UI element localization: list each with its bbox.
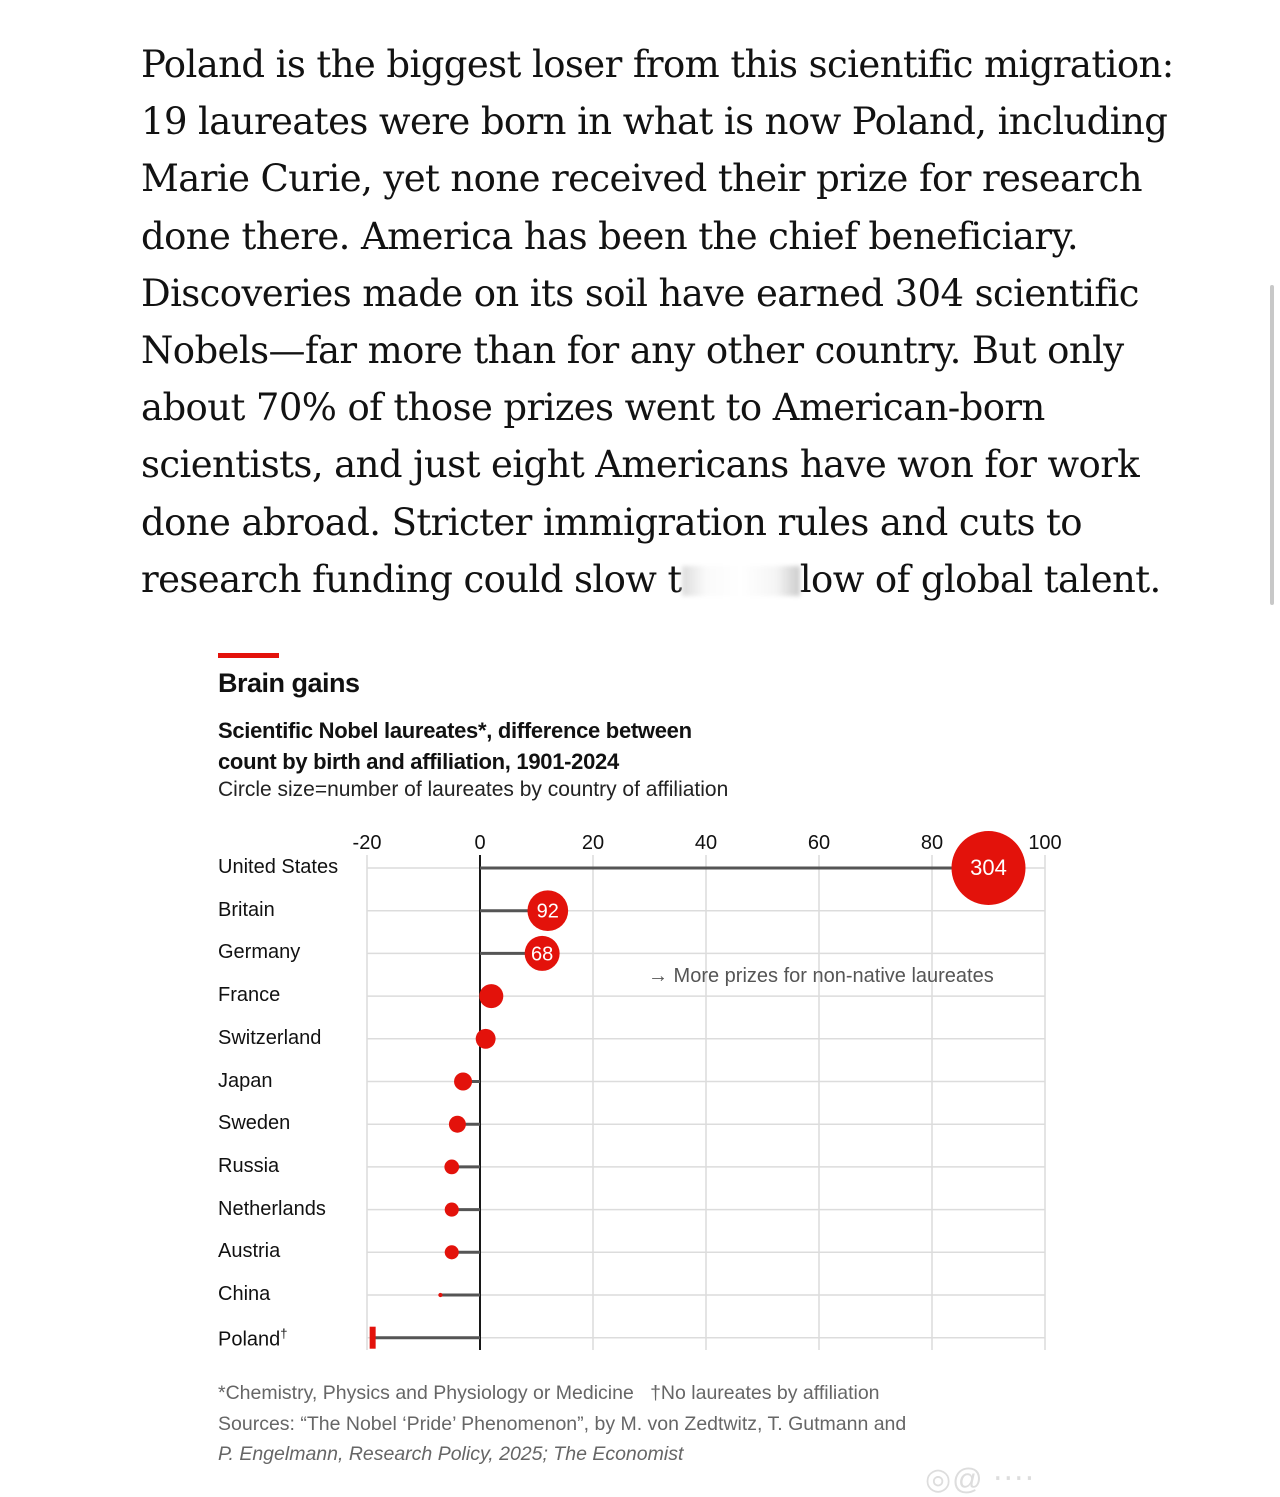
chart-title: Brain gains bbox=[218, 668, 360, 698]
x-tick-label: 20 bbox=[581, 832, 605, 854]
country-label: France bbox=[218, 984, 281, 1007]
x-tick-label: 0 bbox=[474, 832, 486, 854]
data-label: 68 bbox=[531, 943, 554, 966]
x-tick-label: -20 bbox=[352, 832, 382, 854]
country-label: Austria bbox=[218, 1240, 281, 1263]
chart-annotation: → More prizes for non-native laureates bbox=[648, 965, 994, 987]
x-tick-label: 100 bbox=[1028, 832, 1062, 854]
country-label: Netherlands bbox=[218, 1197, 326, 1220]
data-point bbox=[370, 1327, 376, 1349]
article-line: done abroad. Stricter immigration rules and cuts to bbox=[141, 500, 1082, 544]
x-tick-label: 40 bbox=[694, 832, 718, 854]
data-point bbox=[438, 1293, 442, 1297]
article-text: low of global talent. bbox=[799, 557, 1161, 601]
data-point bbox=[444, 1160, 459, 1175]
data-point bbox=[454, 1072, 472, 1090]
article-line: Poland is the biggest loser from this scientific migration: bbox=[141, 43, 1174, 86]
article-line: done there. America has been the chief beneficiary. bbox=[141, 214, 1079, 258]
country-label: Sweden bbox=[218, 1112, 291, 1135]
subtitle-line: Scientific Nobel laureates*, difference between bbox=[218, 718, 692, 743]
country-label: Poland† bbox=[218, 1325, 288, 1351]
article-text: research funding could slow t bbox=[141, 557, 682, 601]
data-point bbox=[445, 1203, 459, 1217]
country-label: United States bbox=[218, 856, 339, 878]
data-point bbox=[445, 1245, 459, 1259]
footnote: *Chemistry, Physics and Physiology or Medicine bbox=[218, 1382, 634, 1404]
article-line: Nobels—far more than for any other country. But only bbox=[141, 329, 1124, 373]
country-label: Germany bbox=[218, 941, 301, 964]
data-label: 304 bbox=[970, 855, 1007, 880]
country-label: China bbox=[218, 1283, 271, 1305]
article-line: Discoveries made on its soil have earned 304 scientific bbox=[141, 271, 1139, 315]
subtitle-line: count by birth and affiliation, 1901-2024 bbox=[218, 748, 619, 774]
source: Sources: “The Nobel ‘Pride’ Phenomenon”, by M. von Zedtwitz, T. Gutmann and bbox=[218, 1412, 907, 1435]
country-label: Britain bbox=[218, 898, 275, 921]
article-line: scientists, and just eight Americans have won for work bbox=[141, 443, 1140, 487]
country-label: Russia bbox=[218, 1154, 280, 1177]
article-line: Marie Curie, yet none received their prize for research bbox=[141, 157, 1142, 201]
source: P. Engelmann, Research Policy, 2025; The Economist bbox=[218, 1443, 684, 1465]
country-label: Switzerland bbox=[218, 1026, 322, 1049]
watermark: ◎@ ‧‧‧‧ bbox=[925, 1463, 1036, 1496]
footnote: †No laureates by affiliation bbox=[650, 1382, 880, 1404]
country-label: Japan bbox=[218, 1069, 273, 1092]
chart-note: Circle size=number of laureates by country of affiliation bbox=[218, 778, 729, 801]
x-tick-label: 60 bbox=[807, 832, 831, 854]
x-tick-label: 80 bbox=[920, 832, 944, 854]
data-point bbox=[449, 1116, 466, 1133]
chart-footer bbox=[218, 1378, 906, 1470]
data-point bbox=[479, 984, 503, 1008]
article-line: about 70% of those prizes went to American-born bbox=[141, 386, 1045, 430]
data-label: 92 bbox=[536, 900, 559, 923]
data-point bbox=[476, 1029, 496, 1049]
article-line: 19 laureates were born in what is now Poland, including bbox=[141, 100, 1168, 144]
